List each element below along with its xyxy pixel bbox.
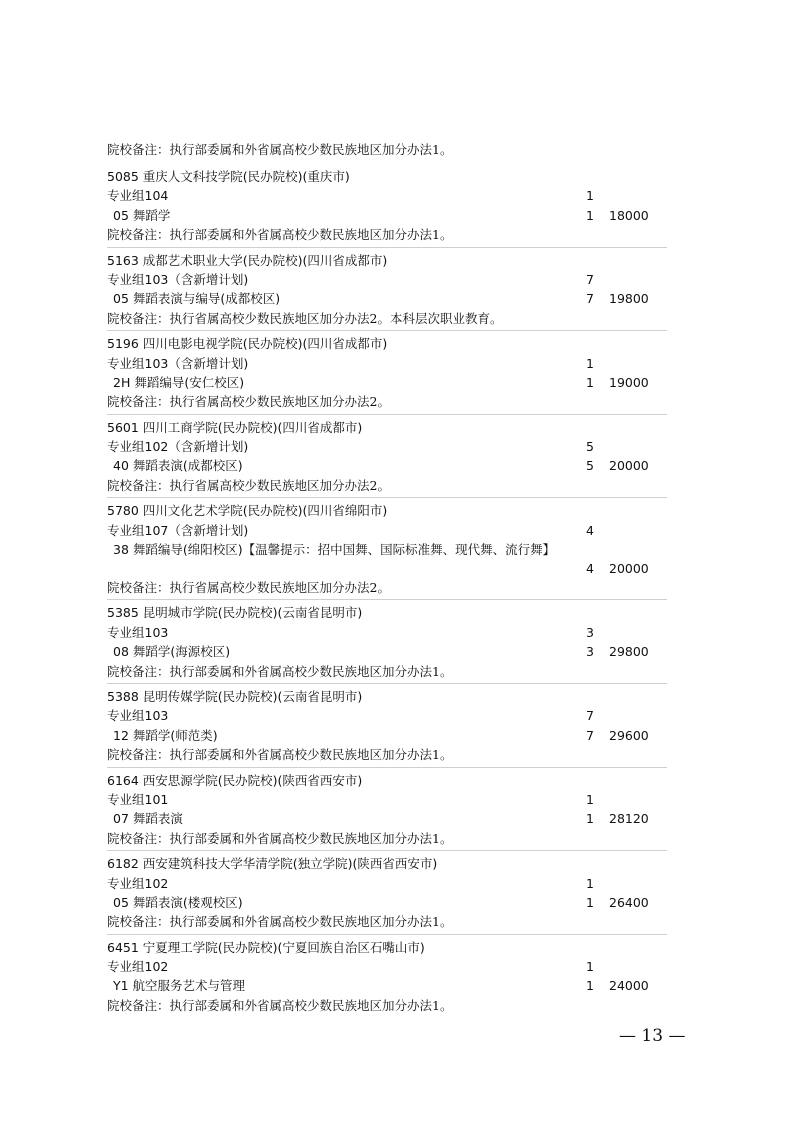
major-line [107, 893, 667, 912]
major-name: 38 舞蹈编导(绵阳校区)【温馨提示：招中国舞、国际标准舞、现代舞、流行舞】 [113, 542, 556, 558]
major-name: 2H 舞蹈编导(安仁校区) [113, 374, 245, 390]
major-line [107, 726, 667, 745]
major-line [107, 456, 667, 475]
school-note-line [107, 225, 667, 244]
tuition-fee: 24000 [609, 978, 649, 994]
group-name: 专业组101 [107, 791, 169, 807]
group-name: 专业组103 [107, 624, 169, 640]
group-line [107, 623, 667, 642]
major-name: 08 舞蹈学(海源校区) [113, 644, 231, 660]
school-note-line [107, 662, 667, 681]
group-line [107, 354, 667, 373]
major-plan: 7 [586, 727, 594, 743]
major-plan: 5 [586, 458, 594, 474]
tuition-fee: 19800 [609, 291, 649, 307]
group-line [107, 186, 667, 205]
school-note-line [107, 476, 667, 495]
tuition-fee: 26400 [609, 894, 649, 910]
school-entry [107, 850, 667, 934]
school-note: 院校备注：执行部委属和外省属高校少数民族地区加分办法1。 [107, 914, 453, 930]
school-name-line [107, 687, 667, 706]
page-number: — 13 — [619, 1026, 686, 1046]
major-name: 05 舞蹈学 [113, 207, 171, 223]
school-note: 院校备注：执行部委属和外省属高校少数民族地区加分办法1。 [107, 227, 453, 243]
group-line [107, 270, 667, 289]
school-note: 院校备注：执行省属高校少数民族地区加分办法2。本科层次职业教育。 [107, 310, 503, 326]
group-plan: 7 [586, 708, 594, 724]
school-name: 5163 成都艺术职业大学(民办院校)(四川省成都市) [107, 252, 388, 268]
group-plan: 3 [586, 624, 594, 640]
major-line [107, 373, 667, 392]
school-note-line [107, 996, 667, 1015]
group-plan: 7 [586, 271, 594, 287]
school-note: 院校备注：执行部委属和外省属高校少数民族地区加分办法1。 [107, 997, 453, 1013]
school-name-line [107, 501, 667, 520]
major-plan: 1 [586, 978, 594, 994]
school-note: 院校备注：执行部委属和外省属高校少数民族地区加分办法1。 [107, 830, 453, 846]
school-entry [107, 767, 667, 851]
school-name: 5388 昆明传媒学院(民办院校)(云南省昆明市) [107, 688, 363, 704]
school-note-line [107, 309, 667, 328]
school-note: 院校备注：执行省属高校少数民族地区加分办法2。 [107, 477, 390, 493]
school-note-line [107, 392, 667, 411]
group-plan: 1 [586, 791, 594, 807]
major-plan: 1 [586, 894, 594, 910]
school-name-line [107, 938, 667, 957]
major-line [107, 206, 667, 225]
tuition-fee: 18000 [609, 207, 649, 223]
school-entry [107, 330, 667, 414]
school-note: 院校备注：执行省属高校少数民族地区加分办法2。 [107, 394, 390, 410]
tuition-fee: 29800 [609, 644, 649, 660]
school-note: 院校备注：执行省属高校少数民族地区加分办法2。 [107, 580, 390, 596]
school-entry [107, 164, 667, 247]
school-name-line [107, 854, 667, 873]
school-name-line [107, 418, 667, 437]
major-line [107, 540, 667, 578]
major-plan: 1 [586, 207, 594, 223]
major-plan: 4 [586, 561, 594, 577]
school-name-line [107, 251, 667, 270]
school-note: 院校备注：执行部委属和外省属高校少数民族地区加分办法1。 [107, 747, 453, 763]
group-plan: 1 [586, 959, 594, 975]
tuition-fee: 29600 [609, 727, 649, 743]
school-entry [107, 497, 667, 599]
group-name: 专业组102（含新增计划) [107, 439, 249, 455]
lead-school-note: 院校备注：执行部委属和外省属高校少数民族地区加分办法1。 [107, 142, 453, 157]
admission-entries [107, 164, 667, 1017]
group-line [107, 790, 667, 809]
group-line [107, 874, 667, 893]
major-name: 40 舞蹈表演(成都校区) [113, 458, 243, 474]
group-line [107, 957, 667, 976]
group-name: 专业组107（含新增计划) [107, 522, 249, 538]
school-name-line [107, 771, 667, 790]
major-name: Y1 航空服务艺术与管理 [113, 978, 246, 994]
group-name: 专业组102 [107, 875, 169, 891]
school-entry [107, 683, 667, 767]
major-name: 05 舞蹈表演(楼观校区) [113, 894, 243, 910]
school-entry [107, 414, 667, 498]
tuition-fee: 20000 [609, 561, 649, 577]
group-name: 专业组103（含新增计划) [107, 271, 249, 287]
school-name: 5196 四川电影电视学院(民办院校)(四川省成都市) [107, 336, 388, 352]
school-name: 5385 昆明城市学院(民办院校)(云南省昆明市) [107, 605, 363, 621]
school-entry [107, 599, 667, 683]
school-entry [107, 934, 667, 1018]
major-line [107, 976, 667, 995]
school-name-line [107, 603, 667, 622]
group-name: 专业组102 [107, 959, 169, 975]
school-note-line [107, 745, 667, 764]
major-name: 12 舞蹈学(师范类) [113, 727, 218, 743]
group-line [107, 437, 667, 456]
school-entry [107, 247, 667, 331]
tuition-fee: 20000 [609, 458, 649, 474]
group-line [107, 521, 667, 540]
group-plan: 1 [586, 875, 594, 891]
tuition-fee: 19000 [609, 374, 649, 390]
group-name: 专业组104 [107, 188, 169, 204]
major-line [107, 642, 667, 661]
group-line [107, 706, 667, 725]
school-note-line [107, 829, 667, 848]
group-plan: 1 [586, 355, 594, 371]
school-name: 6164 西安思源学院(民办院校)(陕西省西安市) [107, 772, 363, 788]
major-name: 05 舞蹈表演与编导(成都校区) [113, 291, 281, 307]
major-plan: 1 [586, 374, 594, 390]
major-line [107, 809, 667, 828]
school-note-line [107, 912, 667, 931]
group-name: 专业组103（含新增计划) [107, 355, 249, 371]
school-note-line [107, 578, 667, 597]
group-name: 专业组103 [107, 708, 169, 724]
school-name: 6451 宁夏理工学院(民办院校)(宁夏回族自治区石嘴山市) [107, 939, 425, 955]
major-plan: 7 [586, 291, 594, 307]
major-line [107, 289, 667, 308]
school-name-line [107, 167, 667, 186]
major-plan: 3 [586, 644, 594, 660]
school-name: 5601 四川工商学院(民办院校)(四川省成都市) [107, 419, 363, 435]
group-plan: 5 [586, 439, 594, 455]
tuition-fee: 28120 [609, 811, 649, 827]
school-name-line [107, 334, 667, 353]
major-name: 07 舞蹈表演 [113, 811, 183, 827]
school-name: 6182 西安建筑科技大学华清学院(独立学院)(陕西省西安市) [107, 856, 438, 872]
major-plan: 1 [586, 811, 594, 827]
school-name: 5780 四川文化艺术学院(民办院校)(四川省绵阳市) [107, 503, 388, 519]
group-plan: 1 [586, 188, 594, 204]
school-note: 院校备注：执行部委属和外省属高校少数民族地区加分办法1。 [107, 663, 453, 679]
school-name: 5085 重庆人文科技学院(民办院校)(重庆市) [107, 169, 350, 184]
group-plan: 4 [586, 522, 594, 538]
